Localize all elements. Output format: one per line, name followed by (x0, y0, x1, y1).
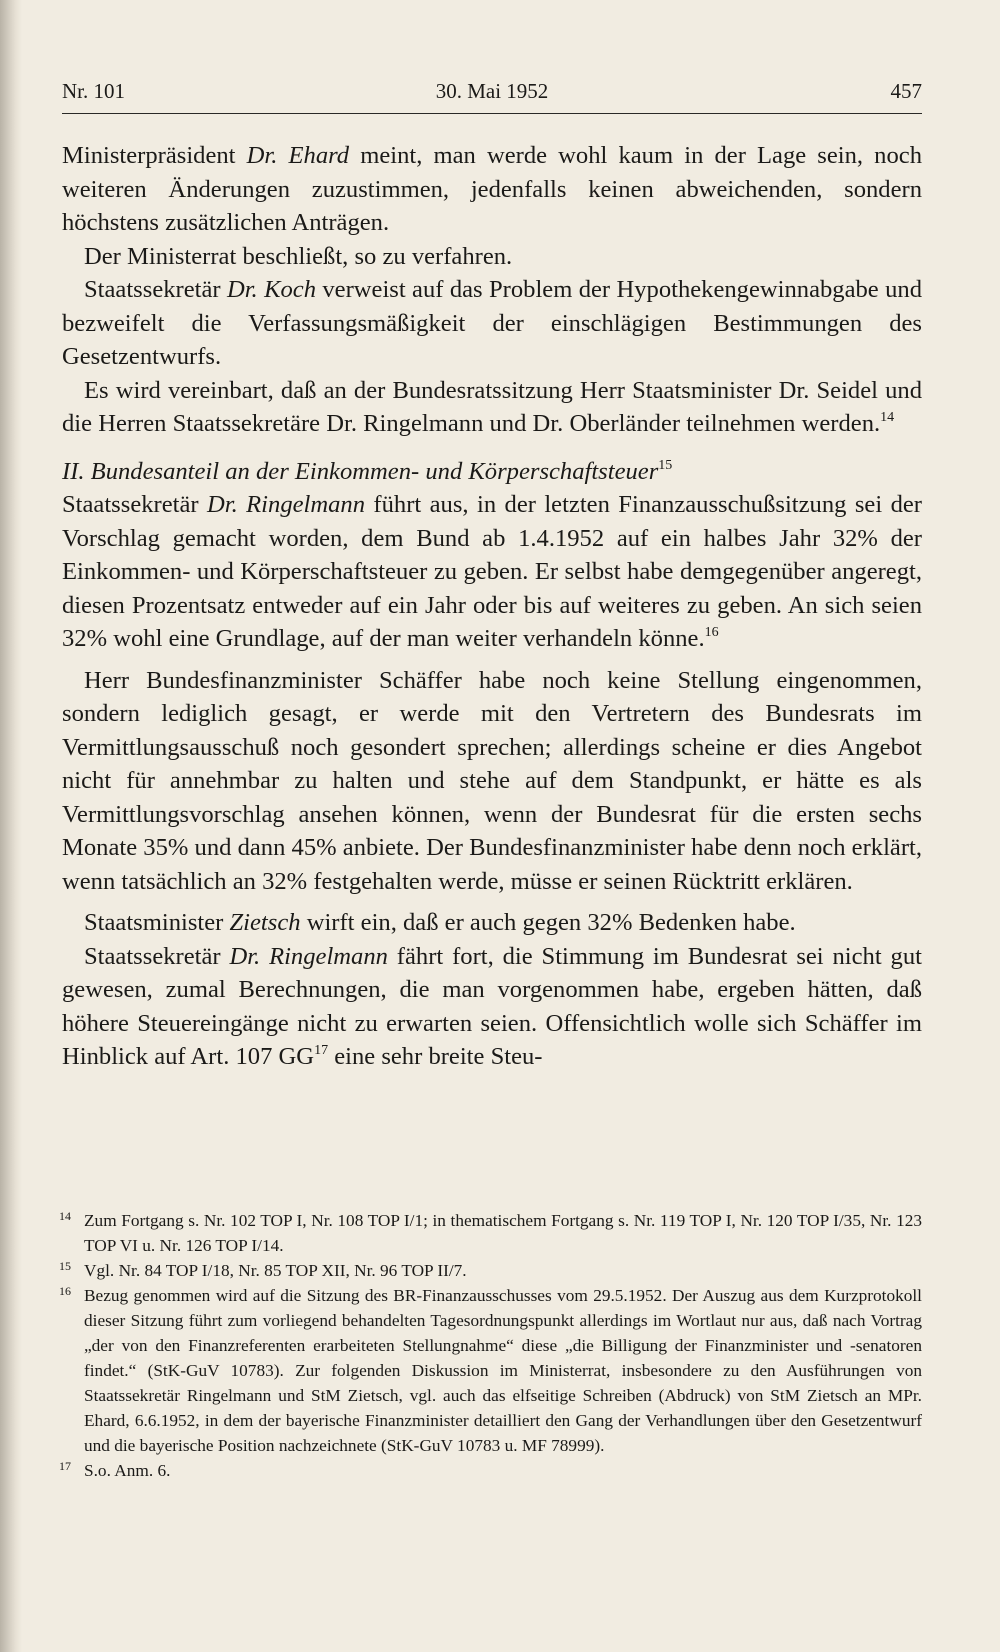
paragraph-agreement (62, 374, 922, 441)
page-binding-shadow (0, 0, 22, 1652)
footnote-number: 17 (59, 1459, 71, 1473)
paragraph-ehard (62, 139, 922, 240)
paragraph-text: fährt fort, die Stimmung im Bundesrat sei nicht gut gewesen, zumal Berechnungen, die man vorgenommen habe, ergeben hätten, daß höhere Steuereingänge nicht zu erwarten seien. Offensichtlich wolle sich Schäffer im Hinblick auf Art. 107 GG (62, 942, 922, 1070)
footnote-ref: 14 (880, 410, 895, 425)
paragraph-text: Ministerpräsident (62, 142, 247, 169)
paragraph-zietsch (62, 906, 922, 940)
paragraph-text: Staatssekretär (84, 942, 230, 970)
footnote-text: Vgl. Nr. 84 TOP I/18, Nr. 85 TOP XII, Nr. 96 TOP II/7. (84, 1261, 467, 1280)
footnotes (59, 1208, 922, 1483)
paragraph-schaeffer: Herr Bundesfinanzminister Schäffer habe noch keine Stellung eingenommen, sondern lediglich gesagt, er werde mit den Vertretern des Bundesrats im Vermittlungsausschuß noch gesondert sprechen; allerdings scheine er dies Angebot nicht für annehmbar zu halten und stehe auf dem Standpunkt, er hätte es als Vermittlungsvorschlag ansehen können, wenn der Bundesrat für die ersten sechs Monate 35% und dann 45% anbiete. Der Bundesfinanzminister habe denn noch erklärt, wenn tatsächlich an 32% festgehalten werde, müsse er seinen Rücktritt erklären. (62, 666, 922, 895)
paragraph-text: Staatssekretär (62, 491, 207, 518)
paragraph-resolution: Der Ministerrat beschließt, so zu verfahren. (84, 242, 513, 270)
section-heading (62, 455, 922, 489)
paragraph-text: meint, man werde wohl kaum in der Lage sein, noch weiteren Änderungen zuzustimmen, jedenfalls keinen abweichenden, sondern höchstens zusätzlichen Anträgen. (62, 142, 922, 236)
section-title: II. Bundesanteil an der Einkommen- und Körperschaftsteuer (62, 457, 659, 485)
footnote-text: Bezug genommen wird auf die Sitzung des BR-Finanzausschusses vom 29.5.1952. Der Auszug aus dem Kurzprotokoll dieser Sitzung führt zum vorliegend behandelten Tagesordnungspunkt allerdings im Wortlaut nur aus, daß nach Vortrag „der von den Finanzreferenten erarbeiteten Stellungnahme“ diese „die Billigung der Finanzminister und -senatoren findet.“ (StK-GuV 10783). Zur folgenden Diskussion im Ministerrat, insbesondere zu den Ausführungen von Staatssekretär Ringelmann und StM Zietsch, vgl. auch das elfseitige Schreiben (Abdruck) von StM Zietsch an MPr. Ehard, 6.6.1952, in dem der bayerische Finanzminister detailliert den Gang der Verhandlungen über den Gesetzentwurf und die bayerische Position nachzeichnete (StK-GuV 10783 u. MF 78999). (84, 1286, 922, 1455)
footnote (59, 1458, 922, 1483)
paragraph-ringelmann (62, 488, 922, 656)
paragraph-text: verweist auf das Problem der Hypothekengewinnabgabe und bezweifelt die Verfassungsmäßigkeit der einschlägigen Bestimmungen des Gesetzentwurfs. (62, 276, 922, 370)
document-number: Nr. 101 (62, 79, 125, 103)
header-rule (62, 113, 922, 114)
footnote-number: 15 (59, 1259, 71, 1273)
paragraph-text: Es wird vereinbart, daß an der Bundesratssitzung Herr Staatsminister Dr. Seidel und die Herren Staatssekretäre Dr. Ringelmann und Dr. Oberländer teilnehmen werden. (62, 376, 922, 437)
running-header (62, 75, 922, 105)
speaker-name: Dr. Ringelmann (229, 942, 388, 970)
paragraph-text: eine sehr breite Steu- (328, 1043, 543, 1070)
speaker-name: Dr. Ringelmann (207, 491, 366, 518)
paragraph-ringelmann-continues (62, 940, 922, 1074)
footnote-number: 16 (59, 1284, 71, 1298)
footnote-ref: 15 (658, 457, 673, 473)
paragraph-text: Staatssekretär (84, 276, 227, 303)
footnote (59, 1258, 922, 1283)
page-number: 457 (890, 79, 922, 103)
paragraph-text: führt aus, in der letzten Finanzausschußsitzung sei der Vorschlag gemacht worden, dem Bund ab 1.4.1952 auf ein halbes Jahr 32% der Einkommen- und Körperschaftsteuer zu geben. Er selbst habe demgegenüber angeregt, diesen Prozentsatz entweder auf ein Jahr oder bis auf weiteres zu geben. An sich seien 32% wohl eine Grundlage, auf der man weiter verhandeln könne. (62, 491, 922, 652)
footnote-text: Zum Fortgang s. Nr. 102 TOP I, Nr. 108 TOP I/1; in thematischem Fortgang s. Nr. 119 TOP I, Nr. 120 TOP I/35, Nr. 123 TOP VI u. Nr. 126 TOP I/14. (84, 1211, 922, 1255)
paragraph-text: Staatsminister (84, 909, 230, 936)
speaker-name: Dr. Koch (226, 276, 316, 303)
footnote-text: S.o. Anm. 6. (84, 1461, 171, 1480)
footnote-ref: 16 (704, 625, 719, 640)
paragraph-text: wirft ein, daß er auch gegen 32% Bedenken habe. (300, 909, 796, 936)
main-text (62, 139, 922, 1074)
speaker-name: Dr. Ehard (246, 142, 350, 169)
meeting-date: 30. Mai 1952 (435, 79, 549, 103)
footnote-ref: 17 (314, 1043, 329, 1058)
paragraph-koch (62, 273, 922, 374)
speaker-name: Zietsch (229, 909, 301, 936)
footnote (59, 1208, 922, 1258)
footnote-number: 14 (59, 1209, 71, 1223)
footnote (59, 1283, 922, 1458)
